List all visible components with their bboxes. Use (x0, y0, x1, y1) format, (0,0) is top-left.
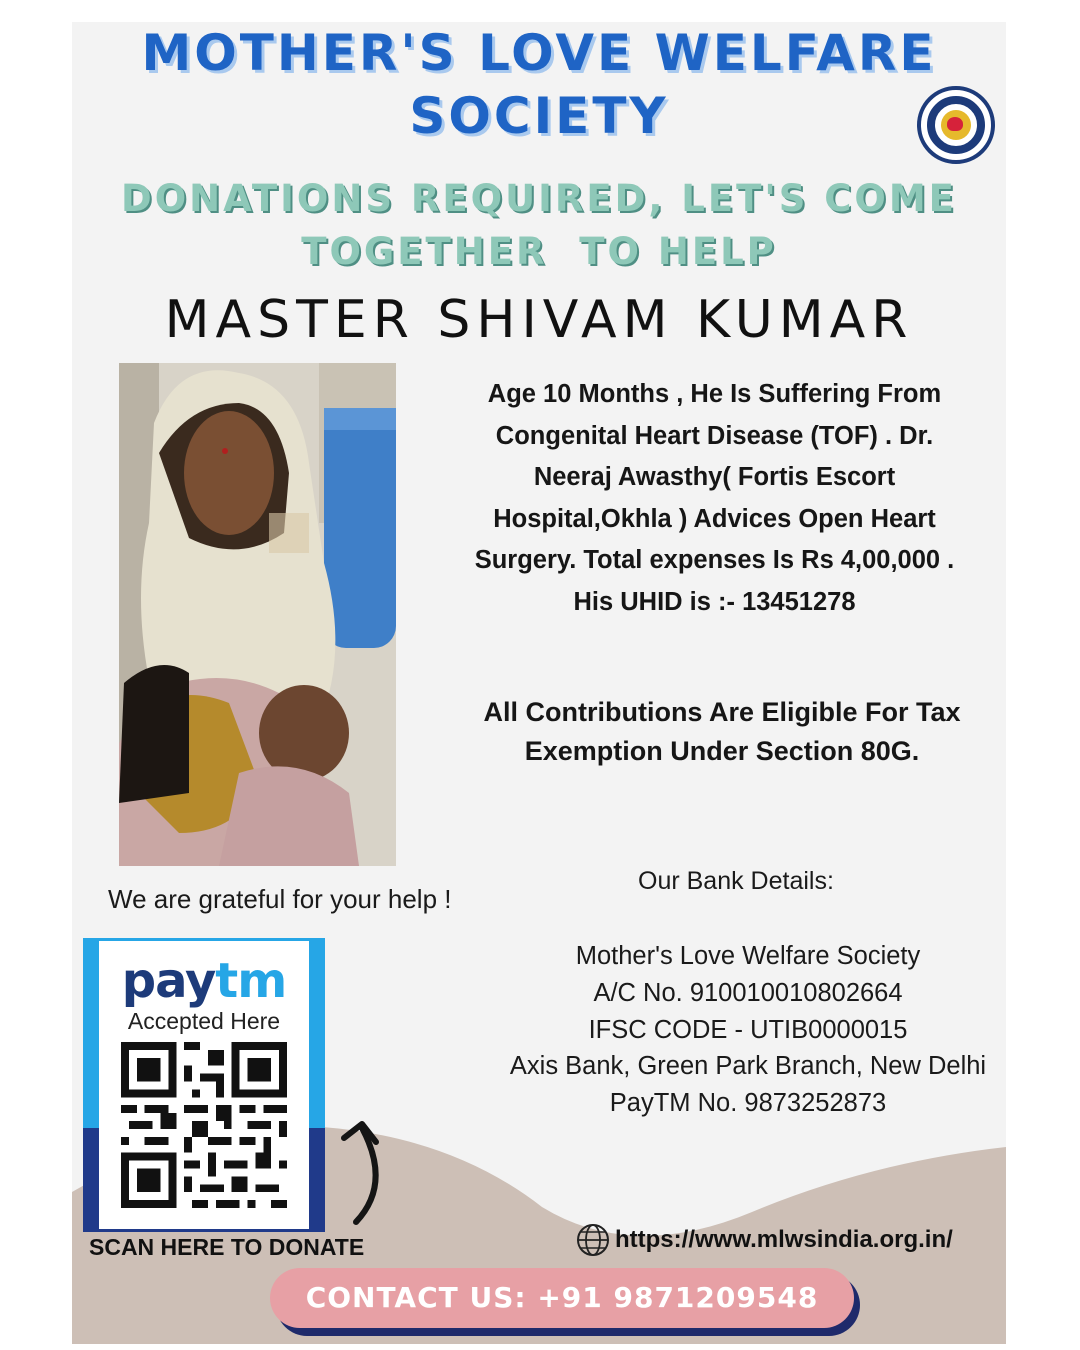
paytm-accepted-label: Accepted Here (127, 1008, 281, 1034)
scan-to-donate-label: SCAN HERE TO DONATE (89, 1234, 365, 1260)
donation-heading (72, 172, 1006, 278)
mother-with-baby-photo (119, 363, 396, 866)
curved-arrow-icon (332, 1114, 402, 1230)
qr-code-icon[interactable] (121, 1042, 287, 1208)
donation-heading-line-1: DONATIONS REQUIRED, LET'S COME (121, 177, 957, 220)
society-logo-icon (917, 86, 995, 164)
contact-phone-label[interactable]: CONTACT US: +91 9871209548 (305, 1281, 819, 1314)
bank-details (472, 938, 1006, 1122)
tax-exemption-note: All Contributions Are Eligible For Tax Exemption Under Section 80G. (483, 697, 961, 766)
grateful-message: We are grateful for your help ! (108, 884, 452, 914)
globe-icon (575, 1222, 611, 1258)
bank-details-title: Our Bank Details: (638, 867, 834, 895)
bank-branch: Axis Bank, Green Park Branch, New Delhi (509, 1052, 987, 1081)
website-link[interactable] (575, 1222, 953, 1258)
paytm-logo: paytm (121, 953, 287, 1009)
paytm-number: PayTM No. 9873252873 (609, 1089, 887, 1118)
org-title-line-2: SOCIETY (409, 87, 669, 145)
donation-poster (72, 22, 1006, 1344)
bank-account-number: A/C No. 910010010802664 (593, 978, 903, 1007)
patient-name: MASTER SHIVAM KUMAR (164, 290, 914, 350)
organization-title (72, 22, 1006, 148)
website-url[interactable]: https://www.mlwsindia.org.in/ (615, 1226, 953, 1253)
donation-heading-line-2: TOGETHER TO HELP (301, 230, 777, 273)
bank-account-name: Mother's Love Welfare Society (575, 942, 921, 970)
org-title-line-1: MOTHER'S LOVE WELFARE (141, 24, 937, 82)
case-description: Age 10 Months , He Is Suffering From Congenital Heart Disease (TOF) . Dr. Neeraj Awasthy( Fortis Escort Hospital,Okhla ) Advices Open Heart Surgery. Total expenses Is Rs 4,00,000 . His UHID is :- 13451278 (474, 380, 955, 616)
bank-ifsc-code: IFSC CODE - UTIB0000015 (588, 1015, 908, 1044)
paytm-qr-card[interactable] (83, 938, 325, 1232)
